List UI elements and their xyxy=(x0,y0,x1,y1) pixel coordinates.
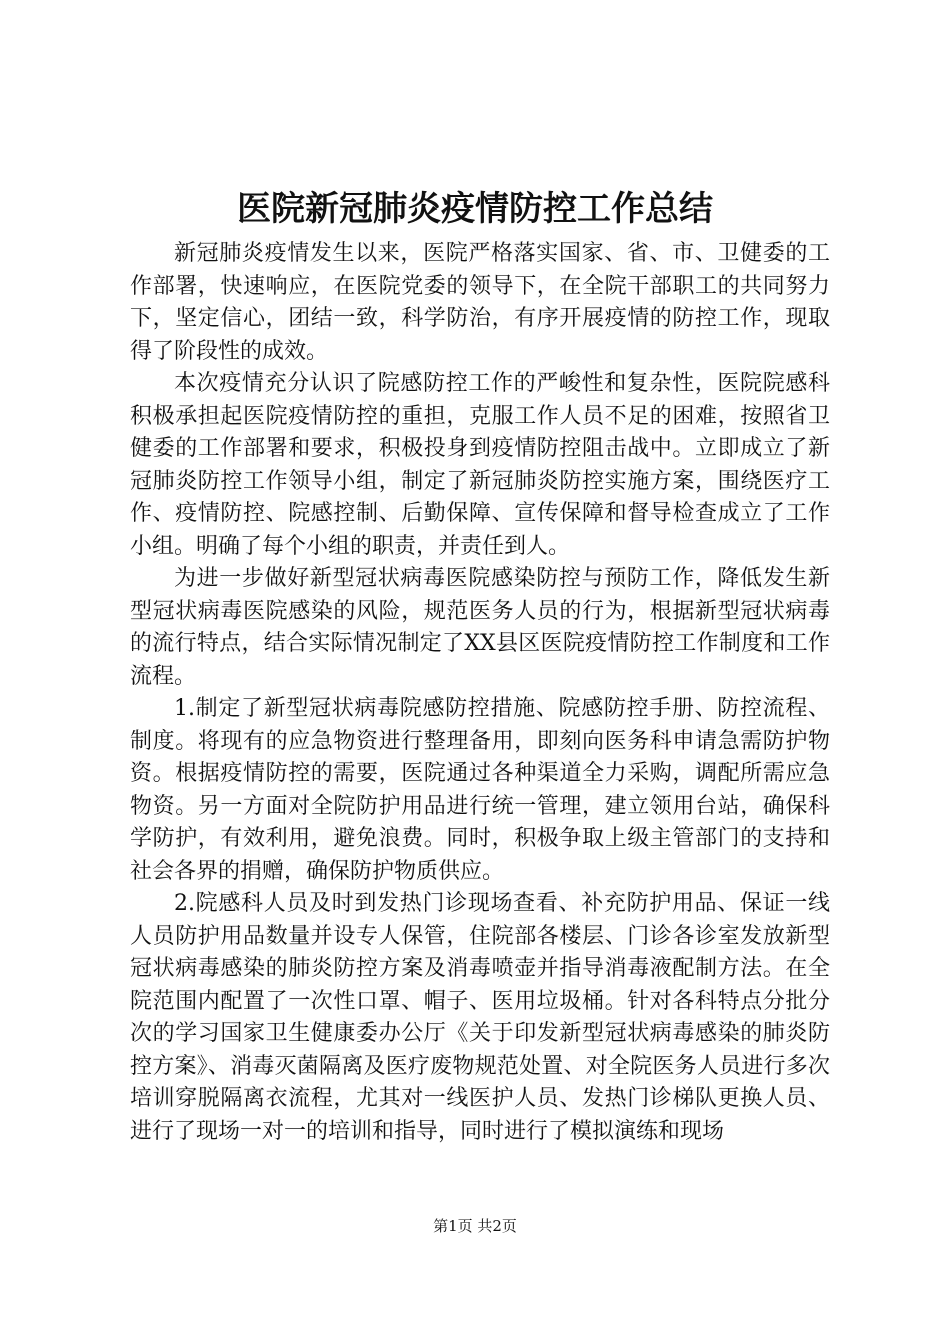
paragraph-policy: 为进一步做好新型冠状病毒医院感染防控与预防工作，降低发生新型冠状病毒医院感染的风险，规范医务人员的行为，根据新型冠状病毒的流行特点，结合实际情况制定了XX县区医院疫情防控工作制度和工作流程。 xyxy=(130,566,830,689)
page-number-footer: 第1页 共2页 xyxy=(433,1217,517,1235)
document-body xyxy=(130,238,830,1148)
paragraph-item-1: 1.制定了新型冠状病毒院感防控措施、院感防控手册、防控流程、制度。将现有的应急物资进行整理备用，即刻向医务科申请急需防护物资。根据疫情防控的需要，医院通过各种渠道全力采购，调配所需应急物资。另一方面对全院防护用品进行统一管理，建立领用台站，确保科学防护，有效利用，避免浪费。同时，积极争取上级主管部门的支持和社会各界的捐赠，确保防护物质供应。 xyxy=(130,696,830,884)
document-title: 医院新冠肺炎疫情防控工作总结 xyxy=(237,189,713,229)
paragraph-organization: 本次疫情充分认识了院感防控工作的严峻性和复杂性，医院院感科积极承担起医院疫情防控的重担，克服工作人员不足的困难，按照省卫健委的工作部署和要求，积极投身到疫情防控阻击战中。立即成立了新冠肺炎防控工作领导小组，制定了新冠肺炎防控实施方案，围绕医疗工作、疫情防控、院感控制、后勤保障、宣传保障和督导检查成立了工作小组。明确了每个小组的职责，并责任到人。 xyxy=(130,371,830,559)
paragraph-item-2: 2.院感科人员及时到发热门诊现场查看、补充防护用品、保证一线人员防护用品数量并设专人保管，住院部各楼层、门诊各诊室发放新型冠状病毒感染的肺炎防控方案及消毒喷壶并指导消毒液配制方法。在全院范围内配置了一次性口罩、帽子、医用垃圾桶。针对各科特点分批分次的学习国家卫生健康委办公厅《关于印发新型冠状病毒感染的肺炎防控方案》、消毒灭菌隔离及医疗废物规范处置、对全院医务人员进行多次培训穿脱隔离衣流程，尤其对一线医护人员、发热门诊梯队更换人员、进行了现场一对一的培训和指导，同时进行了模拟演练和现场 xyxy=(130,891,830,1144)
paragraph-intro: 新冠肺炎疫情发生以来，医院严格落实国家、省、市、卫健委的工作部署，快速响应，在医院党委的领导下，在全院干部职工的共同努力下，坚定信心，团结一致，科学防治，有序开展疫情的防控工作，现取得了阶段性的成效。 xyxy=(130,241,830,364)
